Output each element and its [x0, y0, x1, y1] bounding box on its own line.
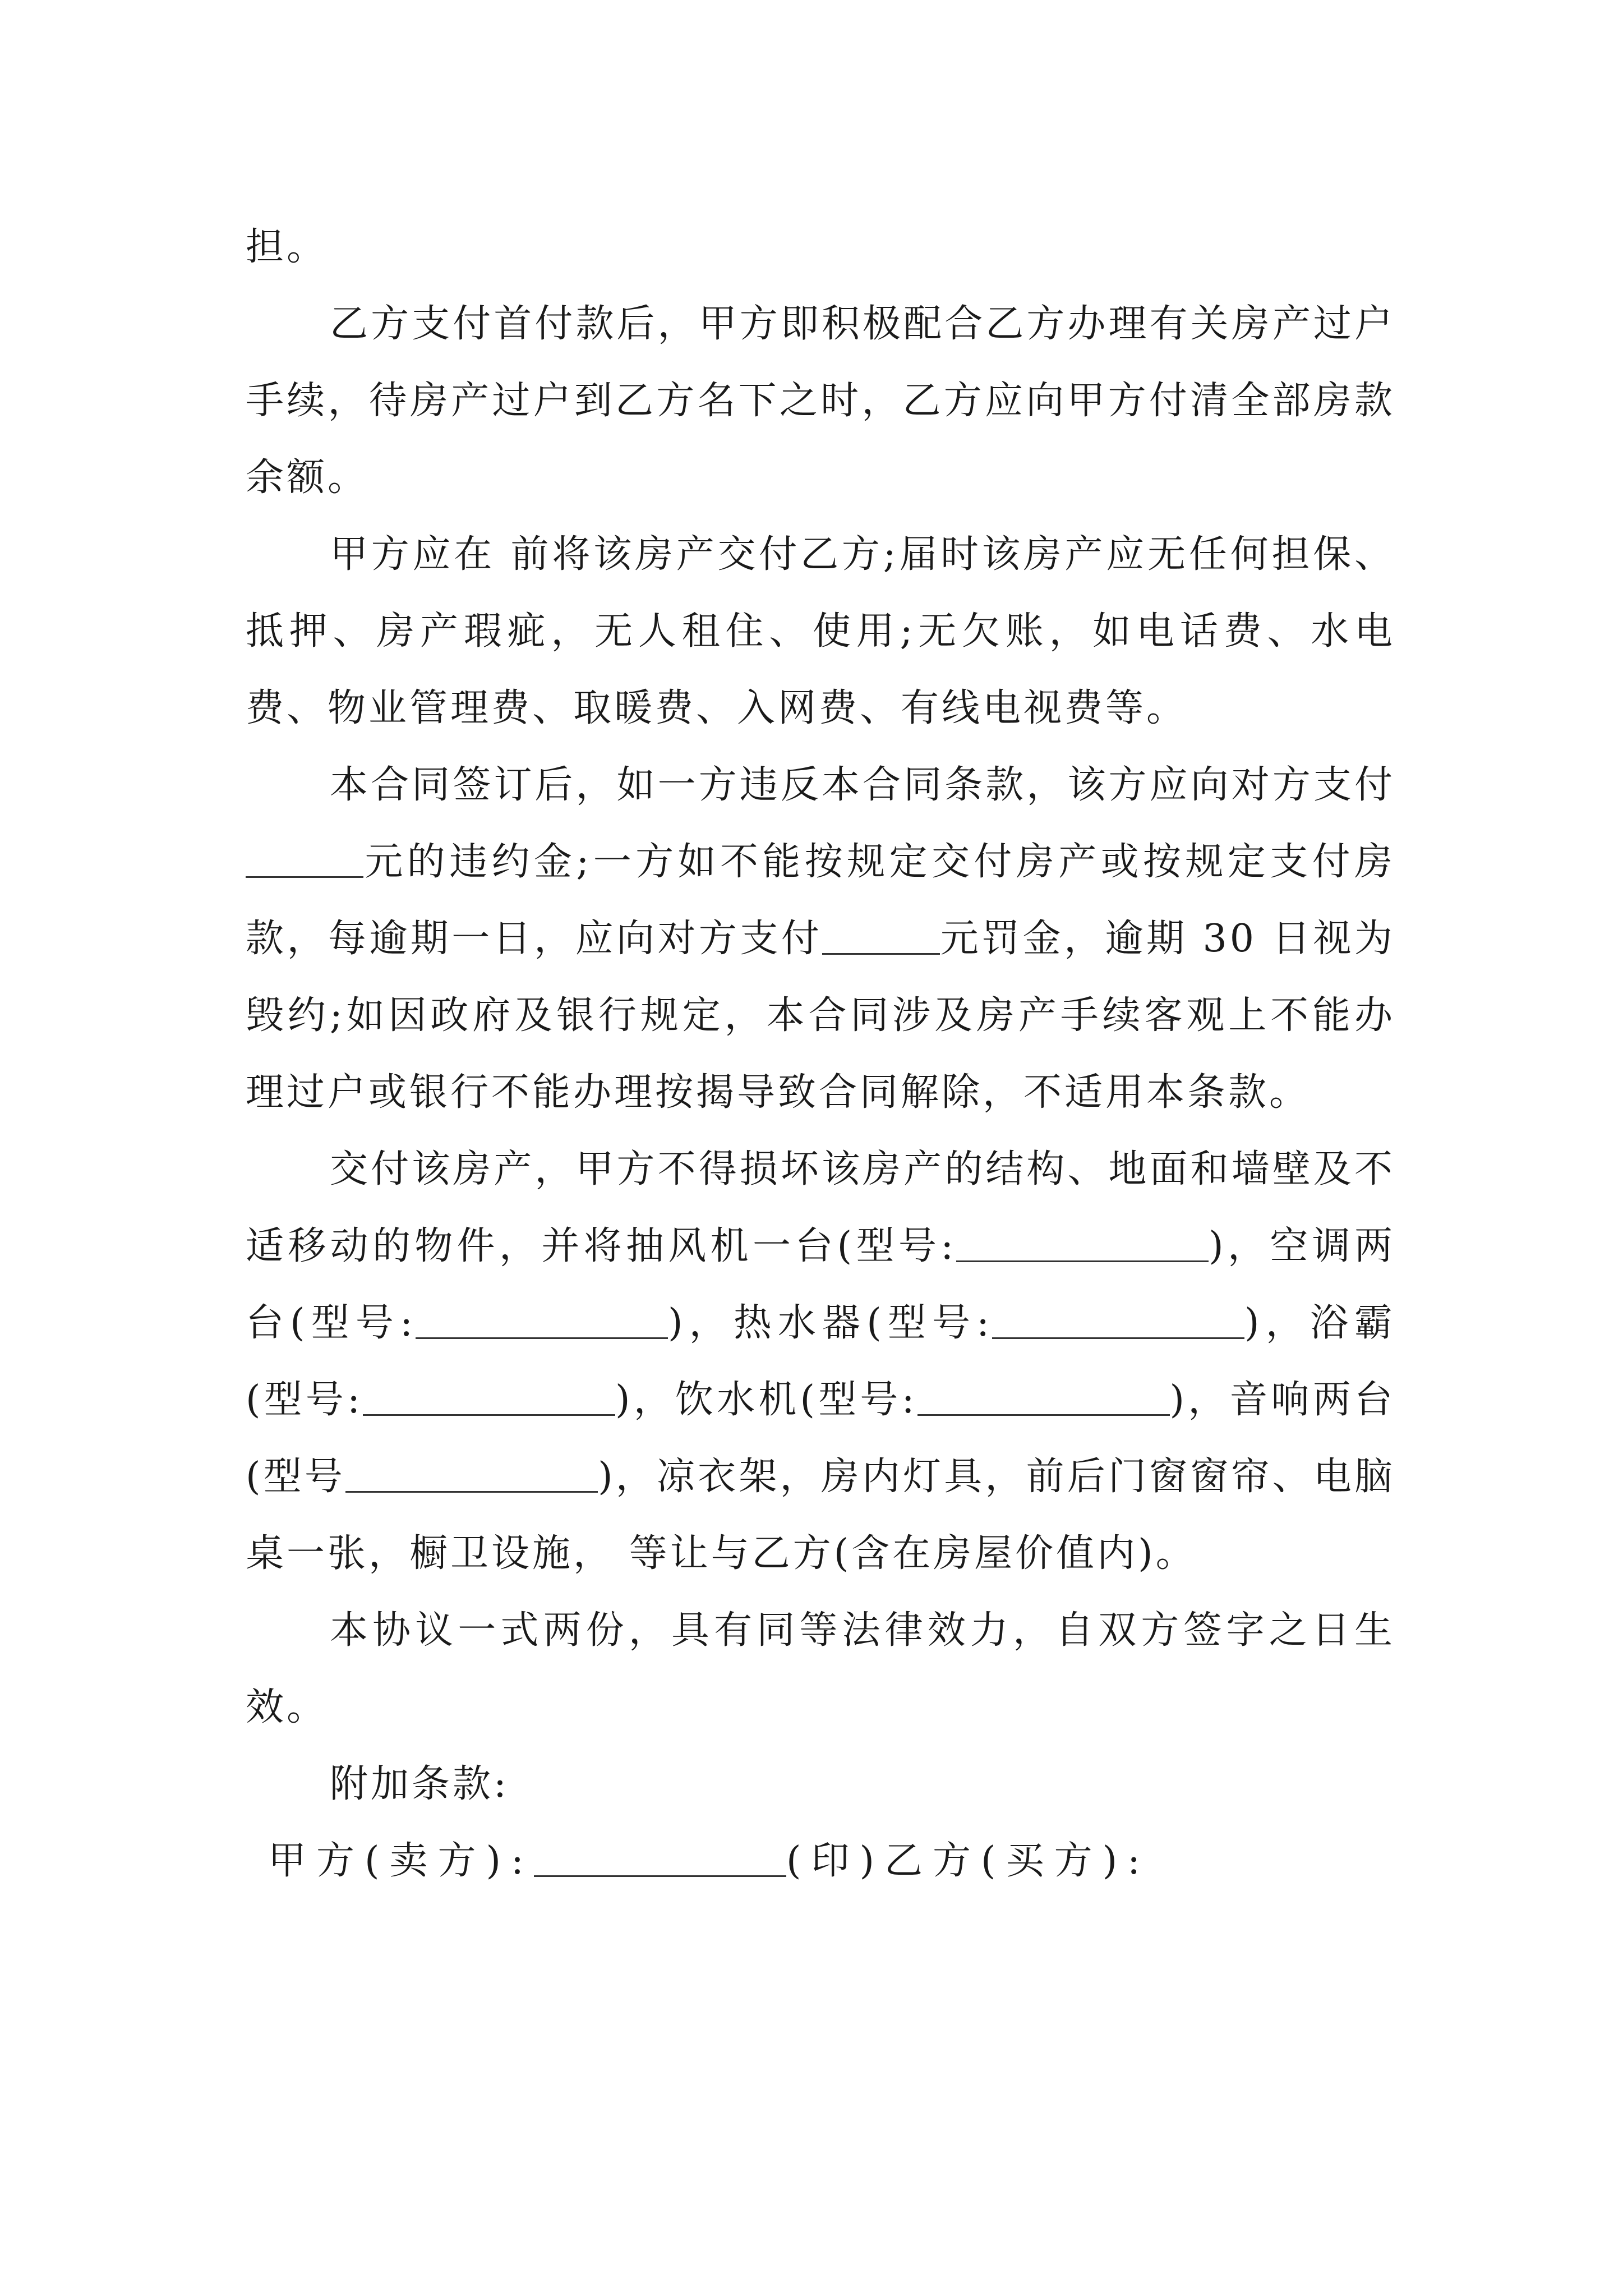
paragraph-text: )，音响两台(型号: [246, 1378, 1395, 1499]
seller-signature-blank: [534, 1843, 786, 1877]
paragraph-text: 本合同签订后，如一方违反本合同条款，该方应向对方支付: [330, 763, 1395, 807]
paragraph-text: 甲方应在 前将该房产交付乙方;届时该房产应无任何担保、抵押、房产瑕疵，无人租住、使用;无欠账，如电话费、水电费、物业管理费、取暖费、入网费、有线电视费等。: [246, 532, 1395, 730]
speaker-model-blank: [345, 1458, 598, 1493]
paragraph-text: 附加条款:: [330, 1762, 509, 1806]
paragraph-fixtures: [246, 1131, 1395, 1592]
daily-fine-blank: [822, 921, 940, 955]
paragraph-delivery: [246, 516, 1395, 747]
buyer-label: 乙方(买方):: [884, 1839, 1151, 1883]
penalty-amount-blank: [246, 844, 363, 878]
paragraph-text: 担。: [246, 225, 328, 269]
paragraph-text: 交付该房产，甲方不得损坏该房产的结构、地面和墙壁及不适移动的物件，并将抽风机一台(型号:: [246, 1147, 1395, 1268]
paragraph-validity: [246, 1592, 1395, 1746]
paragraph-additional-terms: [246, 1746, 1395, 1823]
paragraph-text: )，饮水机(型号:: [615, 1378, 917, 1422]
paragraph-text: )，空调两台(型号:: [246, 1224, 1395, 1345]
water-heater-model-blank: [992, 1305, 1244, 1339]
water-dispenser-model-blank: [917, 1382, 1170, 1416]
paragraph-text: 元的违约金;一方如不能按规定交付房产或按规定支付房款，每逾期一日，应向对方支付: [246, 840, 1395, 961]
paragraph-text: )，热水器(型号:: [667, 1301, 993, 1345]
paragraph-text: 本协议一式两份，具有同等法律效力，自双方签字之日生效。: [246, 1608, 1395, 1729]
ac-model-blank: [416, 1305, 668, 1339]
paragraph-text: )，浴霸(型号:: [246, 1301, 1395, 1422]
fan-model-blank: [956, 1228, 1209, 1262]
paragraph-text: 乙方支付首付款后，甲方即积极配合乙方办理有关房产过户手续，待房产过户到乙方名下之时，乙方应向甲方付清全部房款余额。: [246, 302, 1395, 500]
seal-label: (印): [786, 1839, 885, 1883]
paragraph-continuation: [246, 209, 1395, 286]
contract-body: [246, 209, 1395, 1899]
paragraph-text: 元罚金，逾期 30 日视为毁约;如因政府及银行规定，本合同涉及房产手续客观上不能办理过户或银行不能办理按揭导致合同解除，不适用本条款。: [246, 917, 1395, 1115]
signature-line: [246, 1823, 1395, 1899]
seller-label: 甲方(卖方):: [268, 1839, 534, 1883]
paragraph-payment-transfer: [246, 286, 1395, 516]
paragraph-breach: [246, 747, 1395, 1131]
paragraph-text: )，凉衣架，房内灯具，前后门窗窗帘、电脑桌一张，橱卫设施， 等让与乙方(含在房屋价值内)。: [246, 1455, 1396, 1576]
bath-heater-model-blank: [363, 1382, 615, 1416]
